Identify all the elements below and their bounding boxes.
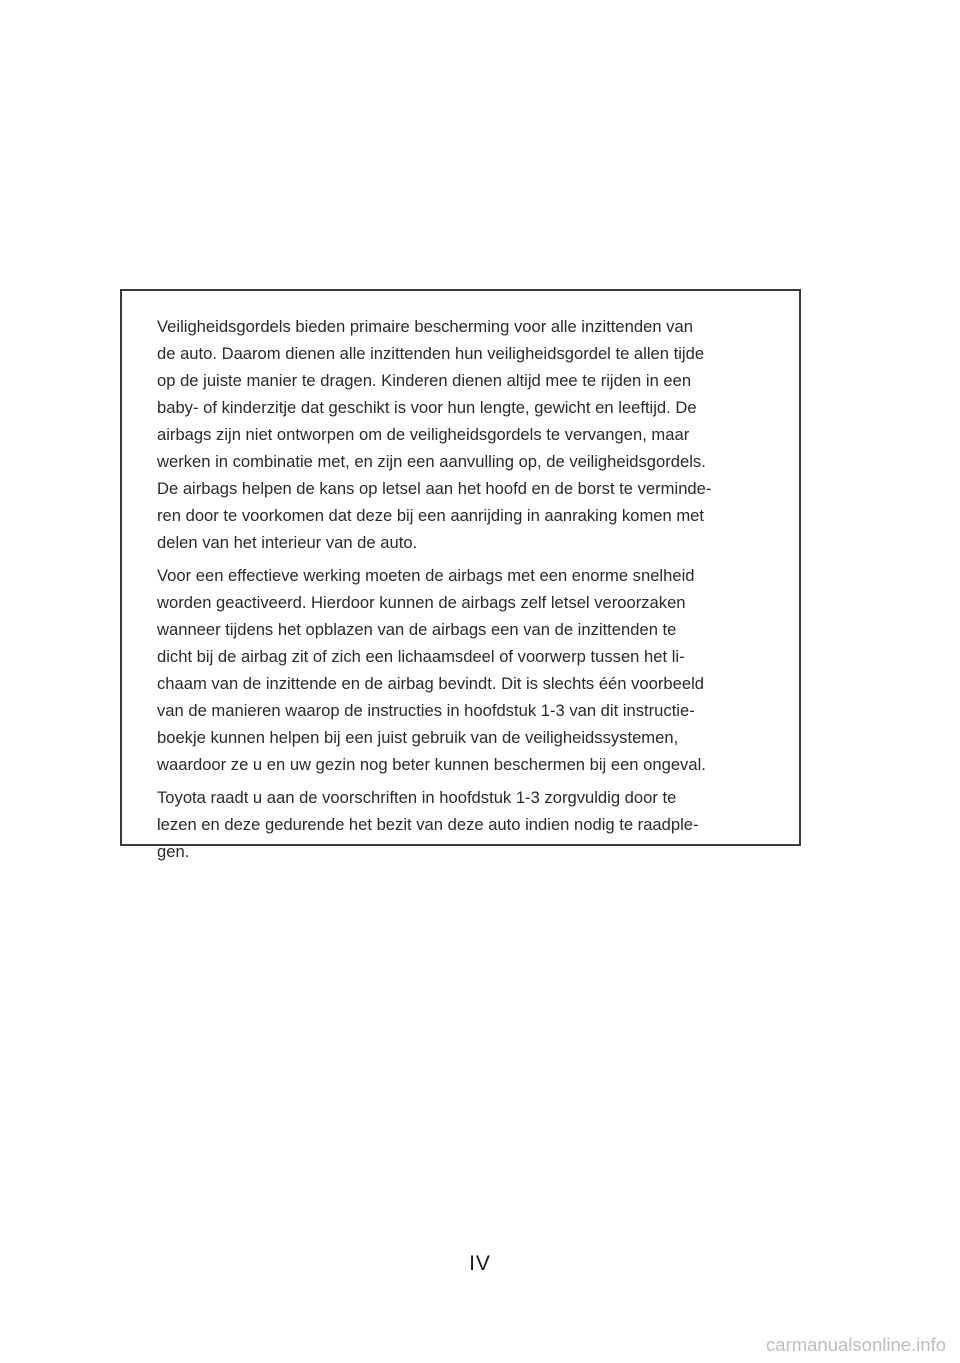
text-line: de auto. Daarom dienen alle inzittenden hun veiligheidsgordel te allen tijde [157,344,705,363]
watermark[interactable]: carmanualsonline.info [766,1334,946,1355]
text-line: ren door te voorkomen dat deze bij een aanrijding in aanraking komen met [157,506,705,525]
text-line: werken in combinatie met, en zijn een aanvulling op, de veiligheidsgordels. [157,452,706,471]
text-line: Voor een effectieve werking moeten de airbags met een enorme snelheid [157,566,695,585]
text-line: lezen en deze gedurende het bezit van deze auto indien nodig te raadple- [157,815,699,834]
text-line: De airbags helpen de kans op letsel aan het hoofd en de borst te verminde- [157,479,712,498]
text-line: baby- of kinderzitje dat geschikt is voor hun lengte, gewicht en leeftijd. De [157,398,697,417]
text-line: wanneer tijdens het opblazen van de airbags een van de inzittenden te [157,620,677,639]
text-line: waardoor ze u en uw gezin nog beter kunnen beschermen bij een ongeval. [157,755,706,774]
text-line: delen van het interieur van de auto. [157,533,418,552]
text-line: van de manieren waarop de instructies in hoofdstuk 1-3 van dit instructie- [157,701,695,720]
notice-paragraph-1 [157,313,765,556]
notice-paragraph-2 [157,562,765,778]
text-line: worden geactiveerd. Hierdoor kunnen de airbags zelf letsel veroorzaken [157,593,686,612]
text-line: op de juiste manier te dragen. Kinderen dienen altijd mee te rijden in een [157,371,692,390]
text-line: dicht bij de airbag zit of zich een lichaamsdeel of voorwerp tussen het li- [157,647,685,666]
text-line: boekje kunnen helpen bij een juist gebruik van de veiligheidssystemen, [157,728,679,747]
text-line: gen. [157,842,190,861]
text-line: airbags zijn niet ontworpen om de veiligheidsgordels te vervangen, maar [157,425,690,444]
page-number: IV [469,1252,491,1275]
text-line: chaam van de inzittende en de airbag bevindt. Dit is slechts één voorbeeld [157,674,705,693]
notice-paragraph-3 [157,784,765,865]
text-line: Toyota raadt u aan de voorschriften in hoofdstuk 1-3 zorgvuldig door te [157,788,677,807]
text-line: Veiligheidsgordels bieden primaire bescherming voor alle inzittenden van [157,317,693,336]
safety-notice-box [120,289,801,861]
